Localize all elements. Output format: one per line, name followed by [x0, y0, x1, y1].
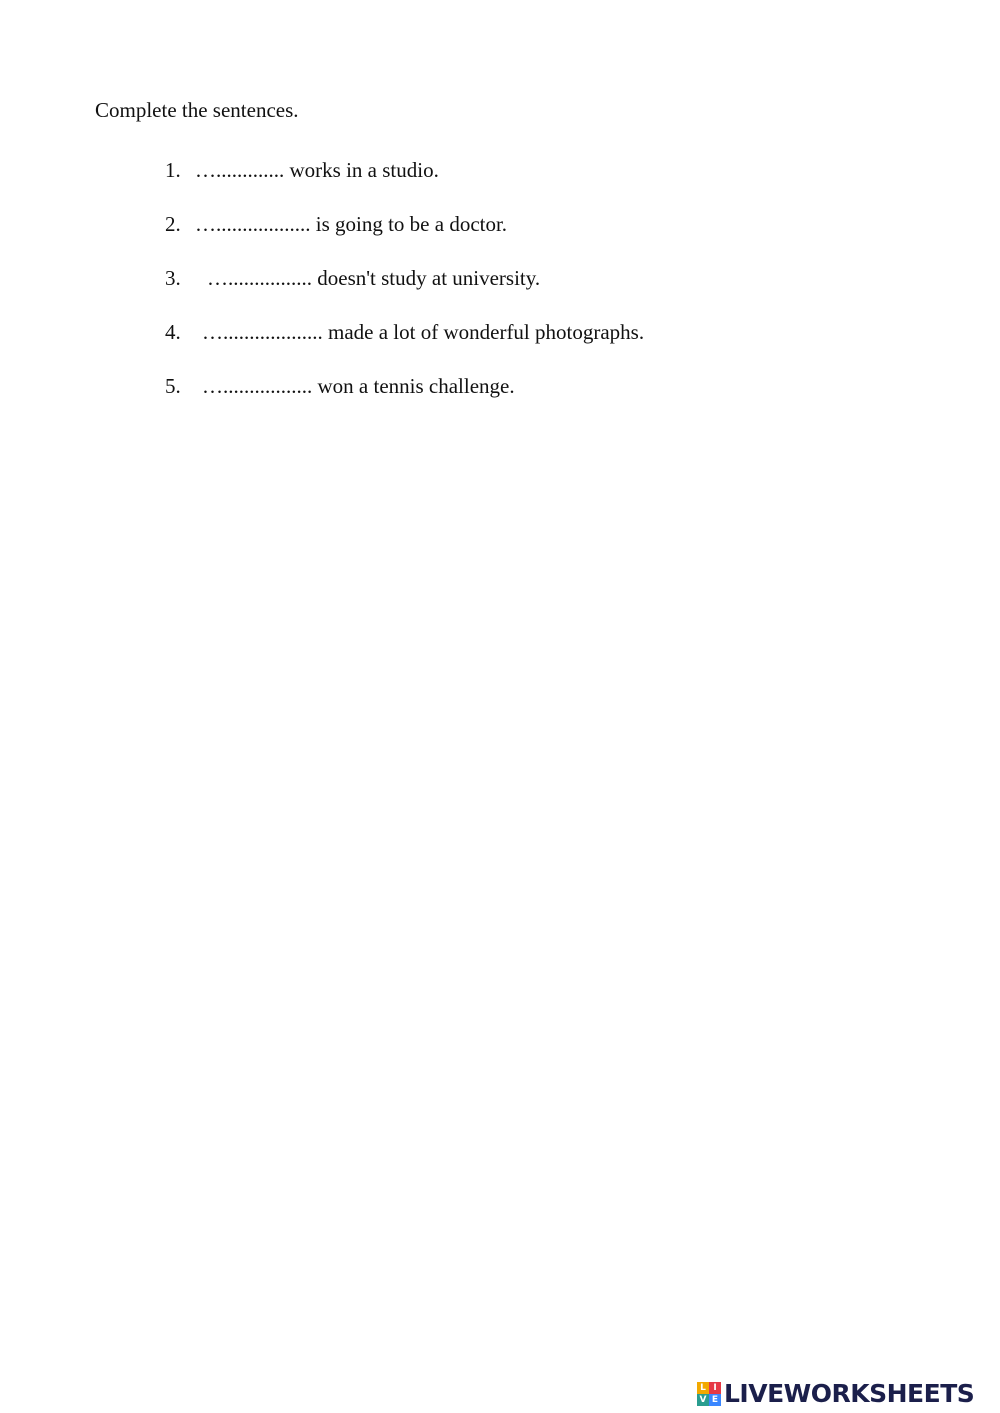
item-number: 2. — [165, 212, 181, 236]
item-sentence: …............. works in a studio. — [195, 158, 439, 182]
item-sentence: ….................. is going to be a doctor. — [195, 212, 508, 236]
item-number: 1. — [165, 158, 181, 182]
item-number: 4. — [165, 320, 181, 344]
liveworksheets-logo-icon: L I V E — [697, 1382, 721, 1406]
instruction-text: Complete the sentences. — [95, 98, 299, 122]
item-number: 3. — [165, 266, 181, 290]
item-sentence: …................... made a lot of wonderful photographs. — [202, 320, 645, 344]
item-sentence: …................ doesn't study at university. — [207, 266, 541, 290]
item-sentence: …................. won a tennis challenge. — [202, 374, 515, 398]
watermark-brand-text: LIVEWORKSHEETS — [724, 1379, 975, 1408]
item-number: 5. — [165, 374, 181, 398]
liveworksheets-watermark — [697, 1378, 974, 1410]
